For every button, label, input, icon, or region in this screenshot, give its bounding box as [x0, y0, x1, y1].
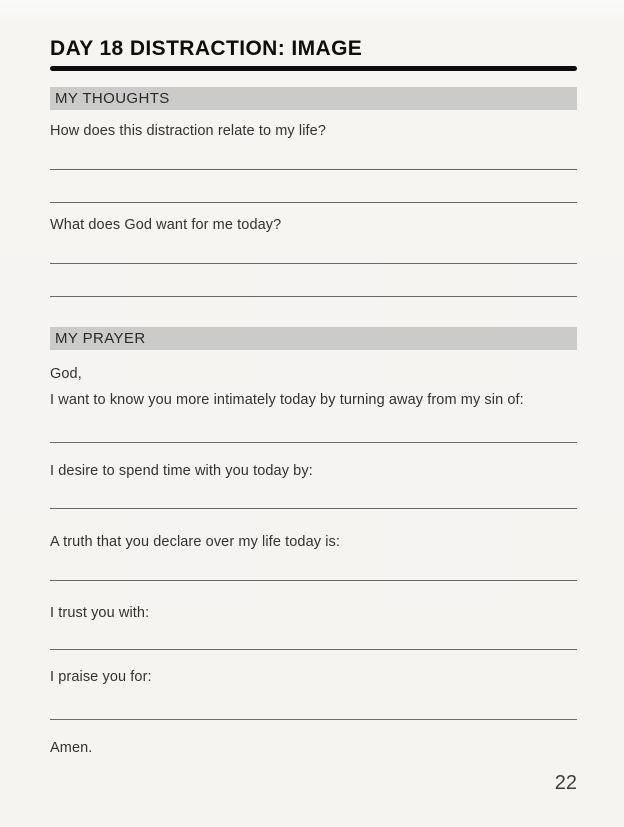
- page-number: 22: [554, 772, 577, 794]
- title-rule: [50, 66, 577, 71]
- prompt-praise: I praise you for:: [50, 669, 152, 685]
- writing-line: [50, 263, 577, 264]
- prompt-truth-declared: A truth that you declare over my life today is:: [50, 534, 341, 550]
- prompt-trust: I trust you with:: [50, 605, 150, 621]
- prompt-turning-from-sin: I want to know you more intimately today by turning away from my sin of:: [50, 392, 524, 408]
- writing-line: [50, 442, 577, 443]
- writing-line: [50, 649, 577, 650]
- writing-line: [50, 202, 577, 203]
- writing-line: [50, 296, 577, 297]
- prompt-god-want-today: What does God want for me today?: [50, 217, 282, 233]
- page-title: DAY 18 DISTRACTION: IMAGE: [50, 37, 363, 60]
- prayer-closing: Amen.: [50, 740, 93, 756]
- writing-line: [50, 719, 577, 720]
- section-my-thoughts: [50, 87, 577, 297]
- prayer-salutation: God,: [50, 366, 82, 382]
- section-heading-my-prayer: MY PRAYER: [50, 327, 577, 350]
- writing-line: [50, 169, 577, 170]
- writing-line: [50, 580, 577, 581]
- section-heading-my-thoughts: MY THOUGHTS: [50, 87, 577, 110]
- prompt-spend-time: I desire to spend time with you today by:: [50, 463, 313, 479]
- writing-line: [50, 508, 577, 509]
- prompt-distraction-relate: How does this distraction relate to my life?: [50, 123, 326, 139]
- section-my-prayer: [50, 327, 577, 757]
